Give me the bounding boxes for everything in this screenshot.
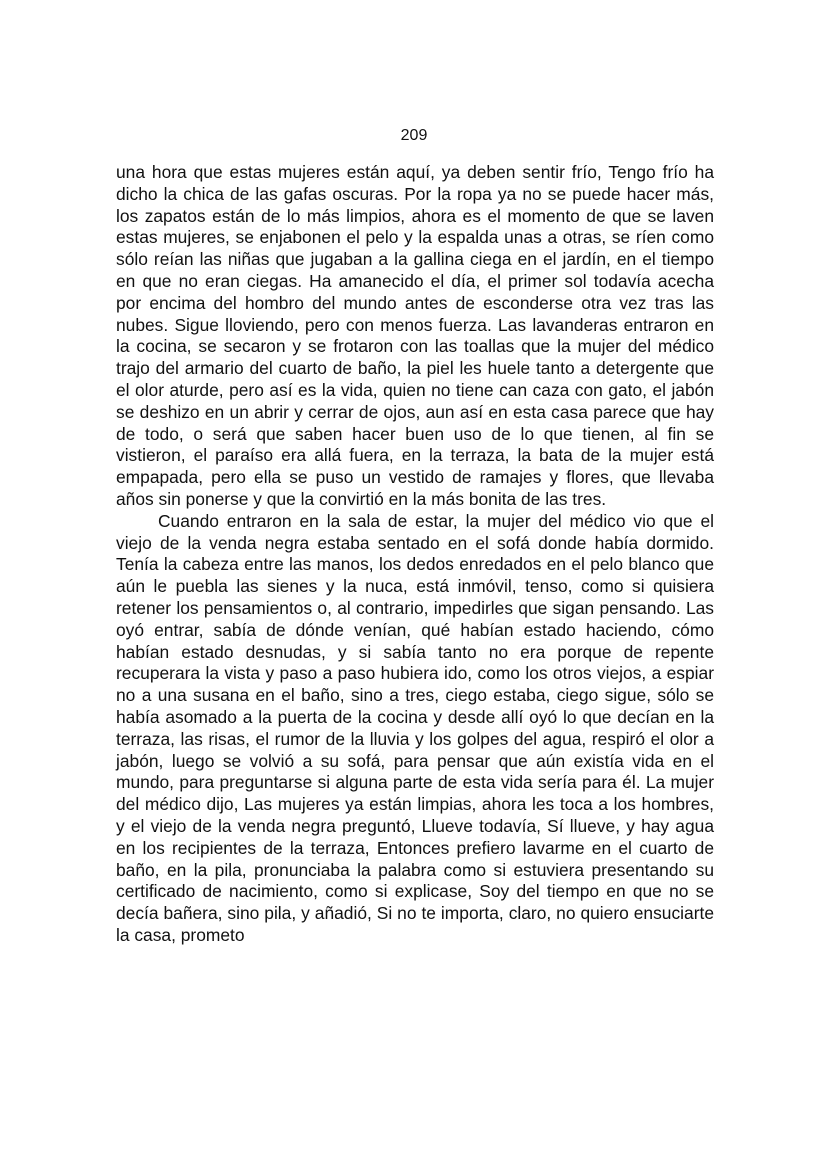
page-number: 209	[400, 127, 428, 144]
paragraph-1: una hora que estas mujeres están aquí, ya deben sentir frío, Tengo frío ha dicho la chica de las gafas oscuras. Por la ropa ya no se puede hacer más, los zapatos están de lo más limpios, ahora es el momento de que se laven estas mujeres, se enjabonen el pelo y la espalda unas a otras, se ríen como sólo reían las niñas que jugaban a la gallina ciega en el jardín, en el tiempo en que no eran ciegas. Ha amanecido el día, el primer sol todavía acecha por encima del hombro del mundo antes de esconderse otra vez tras las nubes. Sigue lloviendo, pero con menos fuerza. Las lavanderas entraron en la cocina, se secaron y se frotaron con las toallas que la mujer del médico trajo del armario del cuarto de baño, la piel les huele tanto a detergente que el olor aturde, pero así es la vida, quien no tiene can caza con gato, el jabón se deshizo en un abrir y cerrar de ojos, aun así en esta casa parece que hay de todo, o será que saben hacer buen uso de lo que tienen, al fin se vistieron, el paraíso era allá fuera, en la terraza, la bata de la mujer está empapada, pero ella se puso un vestido de ramajes y flores, que llevaba años sin ponerse y que la convirtió en la más bonita de las tres.	[116, 162, 714, 509]
body-text	[116, 162, 714, 947]
paragraph-2: Cuando entraron en la sala de estar, la mujer del médico vio que el viejo de la venda negra estaba sentado en el sofá donde había dormido. Tenía la cabeza entre las manos, los dedos enredados en el pelo blanco que aún le puebla las sienes y la nuca, está inmóvil, tenso, como si quisiera retener los pensamientos o, al contrario, impedirles que sigan pensando. Las oyó entrar, sabía de dónde venían, qué habían estado haciendo, cómo habían estado desnudas, y si sabía tanto no era porque de repente recuperara la vista y paso a paso hubiera ido, como los otros viejos, a espiar no a una susana en el baño, sino a tres, ciego estaba, ciego sigue, sólo se había asomado a la puerta de la cocina y desde allí oyó lo que decían en la terraza, las risas, el rumor de la lluvia y los golpes del agua, respiró el olor a jabón, luego se volvió a su sofá, para pensar que aún existía vida en el mundo, para preguntarse si alguna parte de esta vida sería para él. La mujer del médico dijo, Las mujeres ya están limpias, ahora les toca a los hombres, y el viejo de la venda negra preguntó, Llueve todavía, Sí llueve, y hay agua en los recipientes de la terraza, Entonces prefiero lavarme en el cuarto de baño, en la pila, pronunciaba la palabra como si estuviera presentando su certificado de nacimiento, como si explicase, Soy del tiempo en que no se decía bañera, sino pila, y añadió, Si no te importa, claro, no quiero ensuciarte la casa, prometo	[116, 510, 714, 945]
